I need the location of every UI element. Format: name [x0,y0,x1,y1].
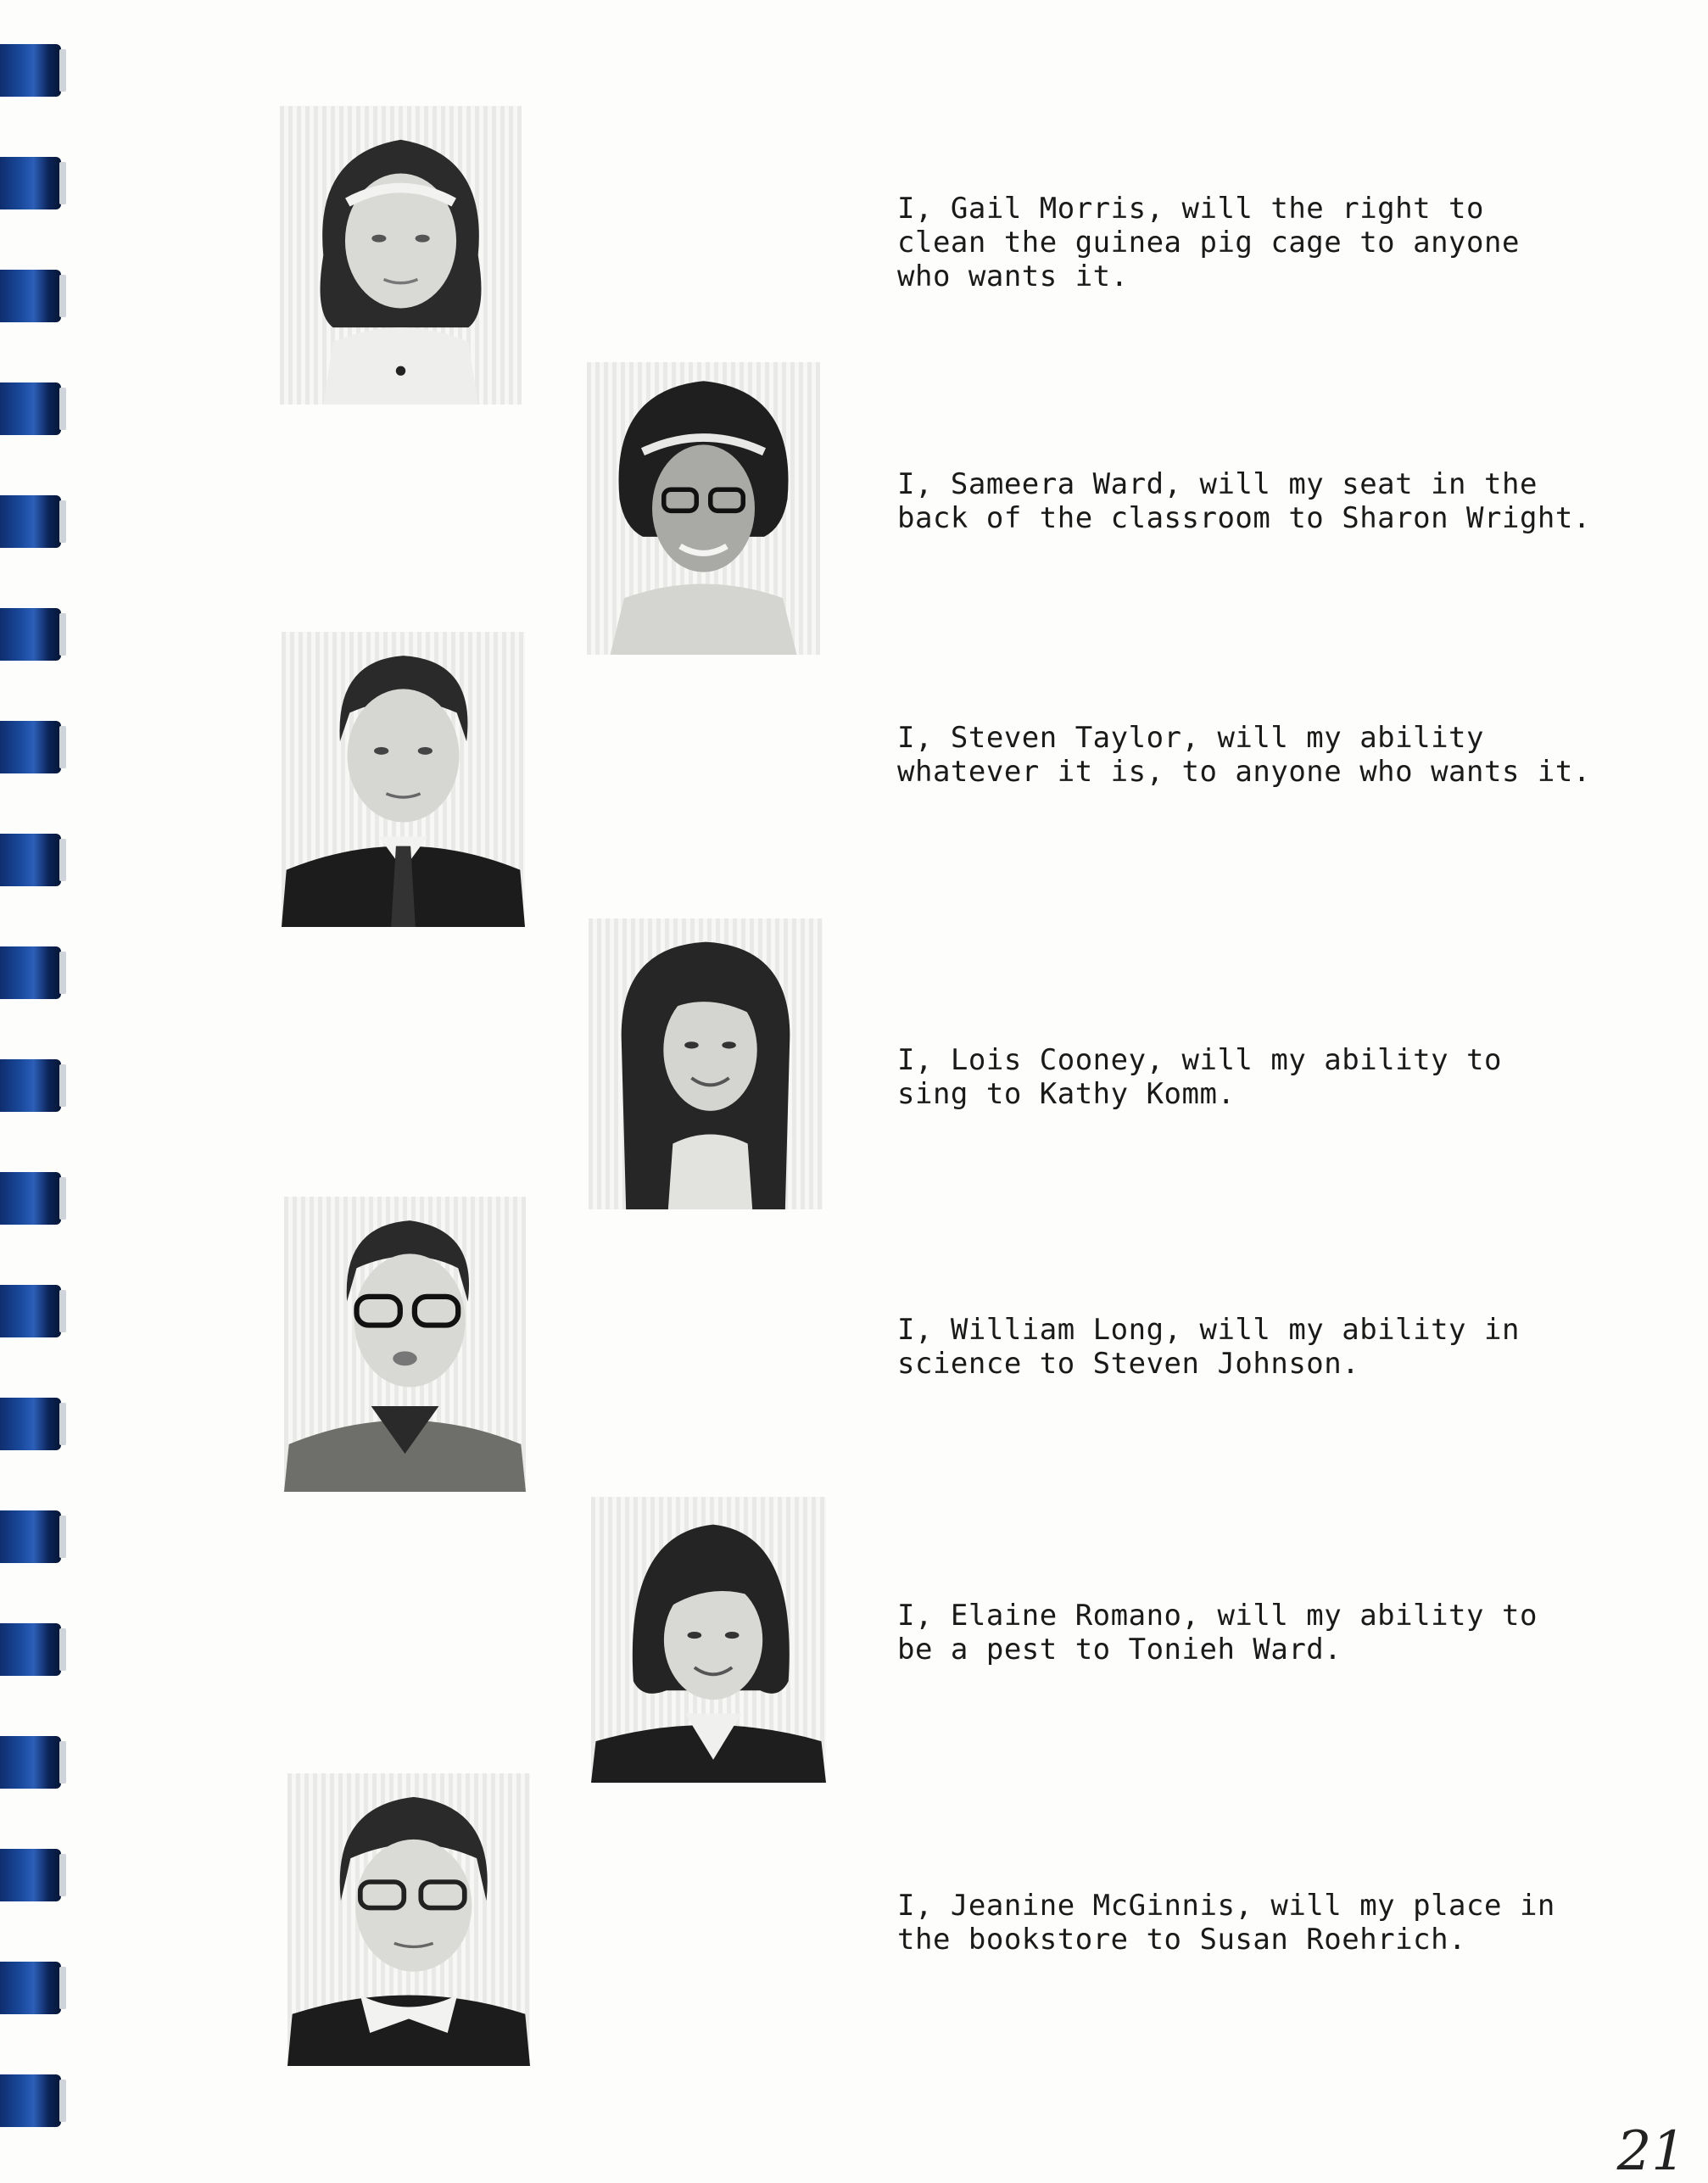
will-caption: I, Jeanine McGinnis, will my place in the bookstore to Susan Roehrich. [897,1889,1555,1957]
binding-ring [0,1285,61,1337]
binding-ring [0,44,61,97]
binding-ring [0,1962,61,2014]
binding-ring [0,270,61,322]
binding-ring [0,1623,61,1676]
will-caption: I, Lois Cooney, will my ability to sing to Kathy Komm. [897,1043,1502,1111]
will-caption: I, William Long, will my ability in science to Steven Johnson. [897,1313,1520,1381]
student-photo [284,1197,526,1492]
binding-ring [0,608,61,661]
binding-ring [0,2074,61,2127]
binding-ring [0,1736,61,1789]
page-number: 21 [1616,2120,1686,2183]
binding-ring [0,946,61,999]
student-photo [591,1497,826,1783]
binding-ring [0,1510,61,1563]
student-photo [587,362,820,655]
will-caption: I, Sameera Ward, will my seat in the back of the classroom to Sharon Wright. [897,467,1591,535]
binding-ring [0,495,61,548]
binding-ring [0,1172,61,1225]
binding-ring [0,1398,61,1450]
student-photo [280,106,522,405]
will-caption: I, Steven Taylor, will my ability whatever it is, to anyone who wants it. [897,721,1591,789]
binding-ring [0,1059,61,1112]
student-photo [589,918,823,1209]
will-caption: I, Elaine Romano, will my ability to be a pest to Tonieh Ward. [897,1599,1538,1667]
binding-ring [0,834,61,886]
will-caption: I, Gail Morris, will the right to clean the guinea pig cage to anyone who wants it. [897,192,1520,293]
binding-ring [0,721,61,773]
binding-ring [0,157,61,209]
binding-ring [0,1849,61,1901]
binding-ring [0,382,61,435]
spiral-binding [0,0,76,2171]
student-photo [287,1773,530,2066]
student-photo [282,632,525,927]
